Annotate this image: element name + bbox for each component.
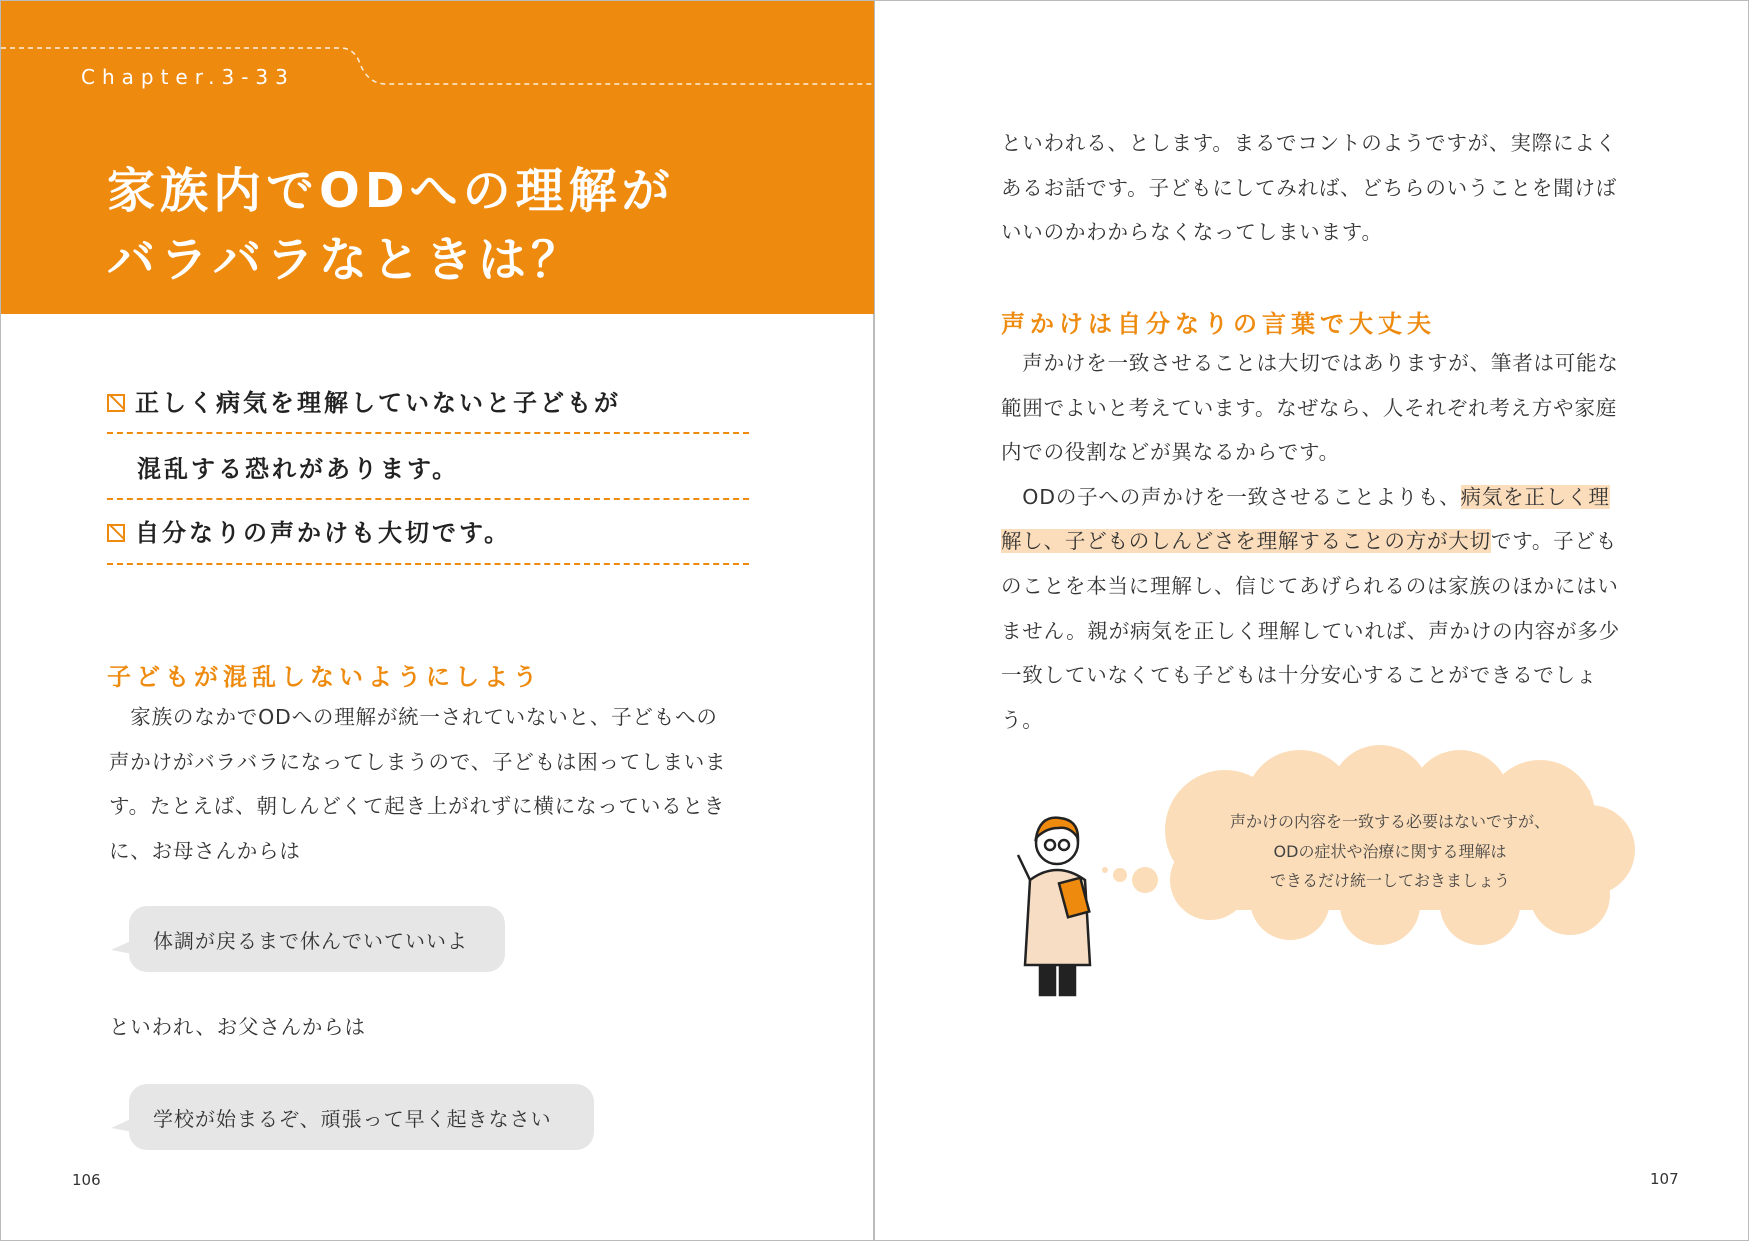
body-line: あるお話です。子どもにしてみれば、どちらのいうことを聞けば <box>1001 175 1618 200</box>
body-line: 声かけを一致させることは大切ではありますが、筆者は可能な <box>1001 351 1619 375</box>
body-line: 解し、子どものしんどさを理解することの方が大切です。子ども <box>1001 529 1618 554</box>
key-point-2: 自分なりの声かけも大切です。 <box>107 513 749 548</box>
page-number: 106 <box>72 1171 101 1189</box>
body-line: いいのかわからなくなってしまいます。 <box>1001 220 1383 245</box>
body-line: といわれる、とします。まるでコントのようですが、実際によく <box>1001 131 1617 155</box>
body-line: 内での役割などが異なるからです。 <box>1001 440 1340 465</box>
body-line: 家族のなかでODへの理解が統一されていないと、子どもへの <box>109 705 718 729</box>
bubble-text: 学校が始まるぞ、頑張って早く起きなさい <box>153 1106 552 1131</box>
body-line: ません。親が病気を正しく理解していれば、声かけの内容が多少 <box>1001 618 1620 643</box>
bubble-text: 体調が戻るまで休んでいていいよ <box>153 928 468 953</box>
page-number: 107 <box>1650 1170 1679 1188</box>
section-heading: 子どもが混乱しないようにしよう <box>107 663 542 691</box>
page-title-line-2: バラバラなときは？ <box>107 232 585 288</box>
thought-line: ODの症状や治療に関する理解は <box>1273 841 1507 861</box>
body-line: のことを本当に理解し、信じてあげられるのは家族のほかにはい <box>1001 573 1619 598</box>
body-line: に、お母さんからは <box>109 838 301 863</box>
body-line: 声かけがバラバラになってしまうので、子どもは困ってしまいま <box>109 749 727 774</box>
body-line: う。 <box>1001 707 1044 732</box>
highlighted-text: 解し、子どものしんどさを理解することの方が大切 <box>1001 529 1491 554</box>
thought-line: できるだけ統一しておきましょう <box>1269 871 1510 890</box>
body-text: といわれ、お父さんからは <box>109 1015 366 1039</box>
thought-line: 声かけの内容を一致する必要はないですが、 <box>1229 812 1550 831</box>
doctor-thought-text <box>1170 807 1610 896</box>
body-line: す。たとえば、朝しんどくて起き上がれずに横になっているとき <box>109 794 726 819</box>
body-line: ODの子への声かけを一致させることよりも、病気を正しく理 <box>1001 484 1610 509</box>
page-title-line-1: 家族内でODへの理解が <box>107 163 675 219</box>
key-point-1-line-2: 混乱する恐れがあります。 <box>137 455 460 483</box>
section-heading: 声かけは自分なりの言葉で大丈夫 <box>1001 310 1436 338</box>
doctor-figure <box>1018 818 1090 995</box>
body-line: 一致していなくても子どもは十分安心することができるでしょ <box>1001 663 1598 688</box>
body-line: 範囲でよいと考えています。なぜなら、人それぞれ考え方や家庭 <box>1001 395 1618 420</box>
highlighted-text: 病気を正しく理 <box>1460 484 1610 509</box>
chapter-label: Chapter.3-33 <box>81 65 295 89</box>
key-point-1-line-1: 正しく病気を理解していないと子どもが <box>107 383 749 418</box>
